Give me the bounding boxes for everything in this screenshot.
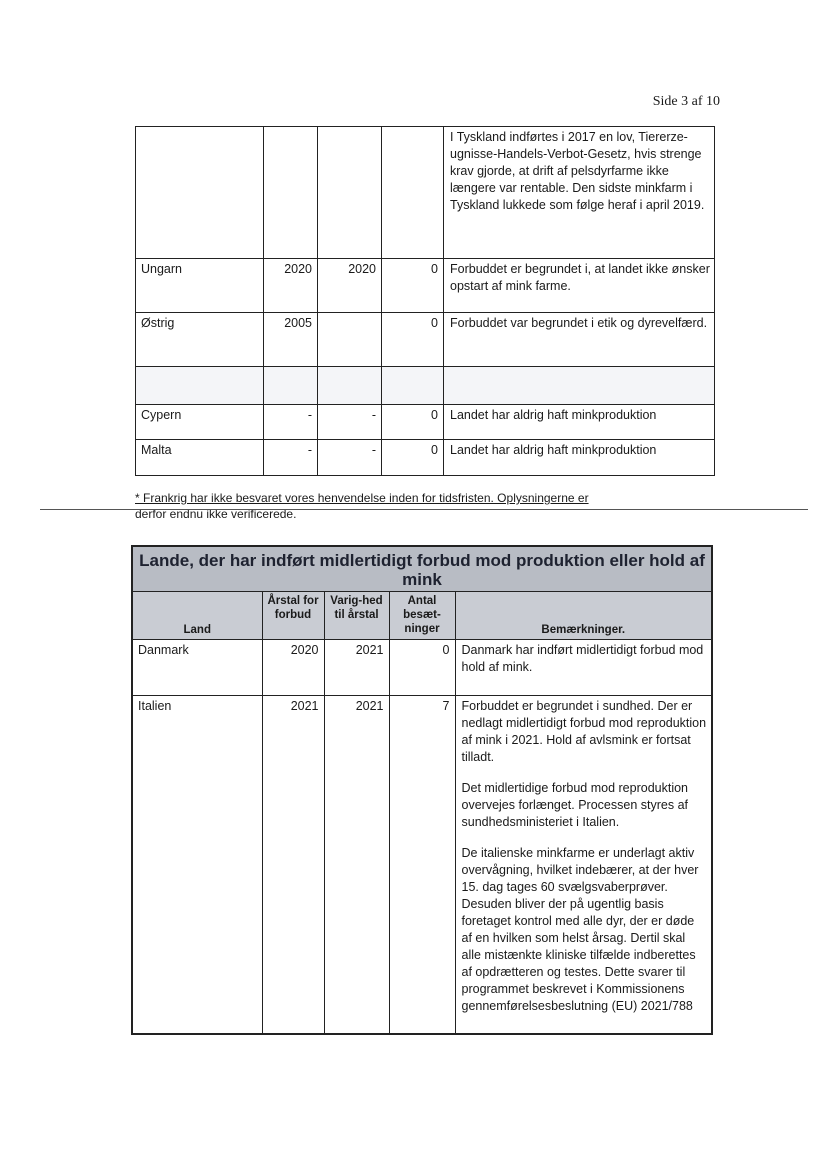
table-row bbox=[136, 440, 715, 476]
table-row bbox=[132, 696, 712, 1034]
remark-paragraph: De italienske minkfarme er underlagt aktiv overvågning, hvilket indebærer, at der hver 15. dag tages 60 svælgsvaberprøver. Desuden bliver der på ugentlig basis foretaget kontrol med alle dyr, der er døde af en hvilken som helst årsag. Dertil skal alle mistænkte kliniske tilfælde indberettes af opdrætteren og testes. Dette svarer til programmet beskrevet i Kommissionens gennemførelsesbeslutning (EU) 2021/788 bbox=[461, 846, 699, 1013]
remark-cell: Forbuddet er begrundet i, at landet ikke ønsker opstart af mink farme. bbox=[444, 259, 715, 313]
table-row bbox=[136, 127, 715, 259]
duration-cell: 2020 bbox=[318, 259, 382, 313]
table-title-row bbox=[132, 546, 712, 592]
country-cell: Italien bbox=[132, 696, 262, 1034]
header-land: Land bbox=[132, 592, 262, 640]
remark-paragraph: Forbuddet er begrundet i sundhed. Der er nedlagt midlertidigt forbud mod reproduktion af mink i 2021. Hold af avlsmink er fortsat tilladt. bbox=[461, 699, 707, 764]
duration-cell: - bbox=[318, 405, 382, 440]
table-row bbox=[136, 313, 715, 367]
table-row bbox=[136, 405, 715, 440]
header-remarks: Bemærkninger. bbox=[455, 592, 712, 640]
count-cell: 0 bbox=[382, 440, 444, 476]
footnote bbox=[135, 490, 615, 522]
page-number: Side 3 af 10 bbox=[652, 94, 720, 109]
country-cell bbox=[136, 367, 264, 405]
year-cell: 2020 bbox=[262, 640, 324, 696]
year-cell: 2021 bbox=[262, 696, 324, 1034]
count-cell: 0 bbox=[382, 259, 444, 313]
header-count: Antal besæt-ninger bbox=[389, 592, 455, 640]
remark-cell bbox=[444, 367, 715, 405]
year-cell: 2005 bbox=[264, 313, 318, 367]
duration-cell bbox=[318, 367, 382, 405]
duration-cell bbox=[318, 127, 382, 259]
temporary-ban-table bbox=[131, 545, 713, 1035]
footnote-line: derfor endnu ikke verificerede. bbox=[135, 507, 297, 521]
remark-cell: Forbuddet var begrundet i etik og dyrevelfærd. bbox=[444, 313, 715, 367]
remark-cell bbox=[455, 640, 712, 696]
country-cell: Danmark bbox=[132, 640, 262, 696]
remark-cell bbox=[455, 696, 712, 1034]
duration-cell bbox=[318, 313, 382, 367]
count-cell: 0 bbox=[389, 640, 455, 696]
year-cell bbox=[264, 367, 318, 405]
permanent-ban-table bbox=[135, 126, 715, 476]
count-cell: 0 bbox=[382, 313, 444, 367]
year-cell bbox=[264, 127, 318, 259]
remark-cell: I Tyskland indførtes i 2017 en lov, Tiererze-ugnisse-Handels-Verbot-Gesetz, hvis strenge krav gjorde, at drift af pelsdyrfarme ikke længere var rentable. Den sidste minkfarm i Tyskland lukkede som følge heraf i april 2019. bbox=[444, 127, 715, 259]
year-cell: - bbox=[264, 405, 318, 440]
table-header-row bbox=[132, 592, 712, 640]
table-title: Lande, der har indført midlertidigt forbud mod produktion eller hold af mink bbox=[132, 546, 712, 592]
count-cell bbox=[382, 367, 444, 405]
remark-cell: Landet har aldrig haft minkproduktion bbox=[444, 440, 715, 476]
count-cell: 7 bbox=[389, 696, 455, 1034]
duration-cell: 2021 bbox=[324, 640, 389, 696]
footnote-line: * Frankrig har ikke besvaret vores henvendelse inden for tidsfristen. Oplysningerne er bbox=[135, 491, 589, 505]
country-cell: Ungarn bbox=[136, 259, 264, 313]
divider bbox=[40, 509, 808, 510]
remark-cell: Landet har aldrig haft minkproduktion bbox=[444, 405, 715, 440]
count-cell bbox=[382, 127, 444, 259]
remark-paragraph: Det midlertidige forbud mod reproduktion overvejes forlænget. Processen styres af sundhedsministeriet i Italien. bbox=[461, 781, 689, 829]
country-cell bbox=[136, 127, 264, 259]
table-row bbox=[132, 640, 712, 696]
year-cell: 2020 bbox=[264, 259, 318, 313]
table-row bbox=[136, 259, 715, 313]
duration-cell: - bbox=[318, 440, 382, 476]
header-duration: Varig-hed til årstal bbox=[324, 592, 389, 640]
table-row bbox=[136, 367, 715, 405]
year-cell: - bbox=[264, 440, 318, 476]
country-cell: Østrig bbox=[136, 313, 264, 367]
country-cell: Malta bbox=[136, 440, 264, 476]
duration-cell: 2021 bbox=[324, 696, 389, 1034]
remark-paragraph: Danmark har indført midlertidigt forbud mod hold af mink. bbox=[461, 643, 704, 674]
header-year: Årstal for forbud bbox=[262, 592, 324, 640]
count-cell: 0 bbox=[382, 405, 444, 440]
country-cell: Cypern bbox=[136, 405, 264, 440]
